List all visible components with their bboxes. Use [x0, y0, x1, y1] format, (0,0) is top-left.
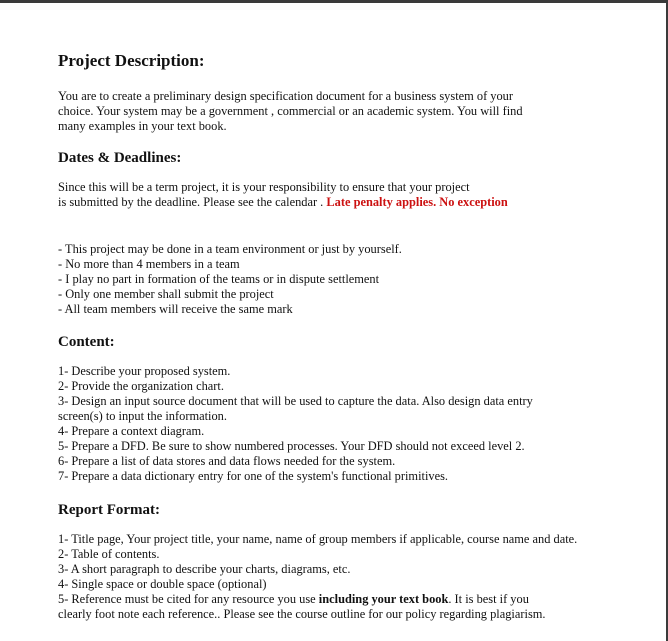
list-item: 7- Prepare a data dictionary entry for one of the system's functional primitives. [58, 469, 449, 483]
list-item: 4- Single space or double space (optional) [58, 577, 267, 591]
list-item: 2- Table of contents. [58, 547, 160, 561]
list-item: 3- A short paragraph to describe your charts, diagrams, etc. [58, 562, 351, 576]
project-description-text: You are to create a preliminary design specification document for a business system of your choice. Your system may be a government , commercial or an academic system. You will find many examples in your text book. [58, 89, 523, 133]
report-format-heading: Report Format: [58, 502, 161, 518]
list-item: - Only one member shall submit the project [58, 287, 274, 301]
list-item: 3- Design an input source document that will be used to capture the data. Also design data entry [58, 394, 533, 408]
list-item: - All team members will receive the same mark [58, 302, 293, 316]
project-description-heading: Project Description: [58, 51, 205, 70]
window-top-border [0, 0, 668, 3]
list-item: 6- Prepare a list of data stores and data flows needed for the system. [58, 454, 396, 468]
list-item: 2- Provide the organization chart. [58, 379, 224, 393]
report-format-list [58, 532, 658, 622]
list-item: 4- Prepare a context diagram. [58, 424, 205, 438]
list-item: 5- Reference must be cited for any resource you use including your text book. It is best if you [58, 592, 529, 606]
list-item: 1- Describe your proposed system. [58, 364, 231, 378]
list-item: screen(s) to input the information. [58, 409, 227, 423]
list-item: - I play no part in formation of the teams or in dispute settlement [58, 272, 380, 286]
list-item: clearly foot note each reference.. Please see the course outline for our policy regarding plagiarism. [58, 607, 546, 621]
dates-text: Since this will be a term project, it is your responsibility to ensure that your project is submitted by the deadline. Please see the calendar . Late penalty applies. No exception [58, 180, 508, 209]
list-item: 1- Title page, Your project title, your name, name of group members if applicable, course name and date. [58, 532, 578, 546]
content-heading: Content: [58, 334, 115, 350]
list-item: 5- Prepare a DFD. Be sure to show numbered processes. Your DFD should not exceed level 2. [58, 439, 525, 453]
content-list [58, 364, 658, 484]
list-item: - No more than 4 members in a team [58, 257, 240, 271]
team-rules-list [58, 242, 658, 317]
late-penalty-notice: Late penalty applies. No exception [326, 195, 508, 209]
list-item: - This project may be done in a team environment or just by yourself. [58, 242, 402, 256]
document-page [58, 50, 658, 622]
dates-deadlines-heading: Dates & Deadlines: [58, 150, 182, 166]
